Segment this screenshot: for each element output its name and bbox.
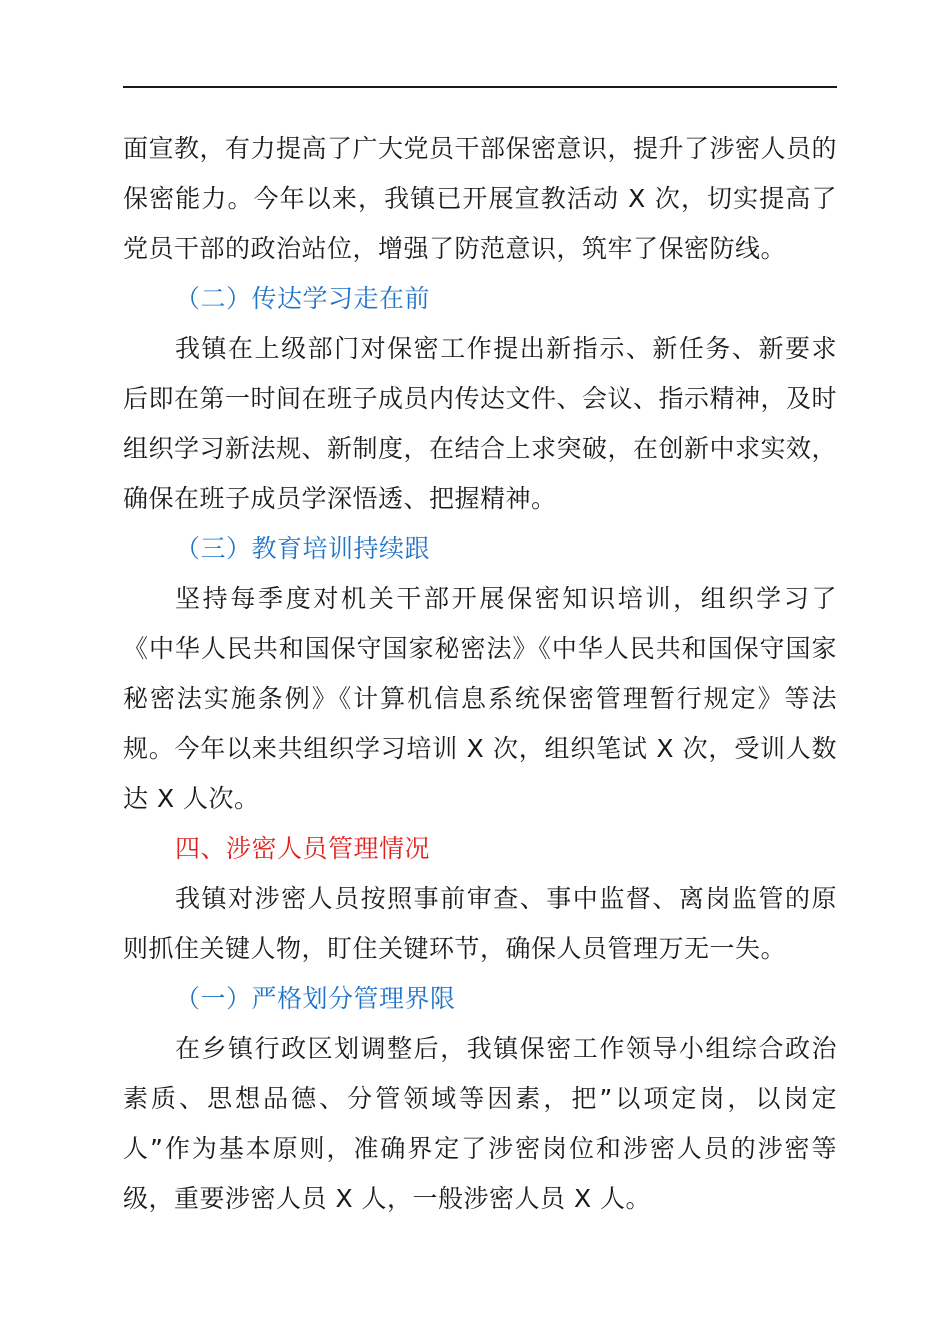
section-heading-personnel-management: 四、涉密人员管理情况: [175, 834, 431, 863]
paragraph-continued-publicity: 面宣教，有力提高了广大党员干部保密意识，提升了涉密人员的保密能力。今年以来，我镇已开展宣教活动 X 次，切实提高了党员干部的政治站位，增强了防范意识，筑牢了保密防线。: [123, 134, 838, 263]
paragraph-personnel-management: 我镇对涉密人员按照事前审查、事中监督、离岗监管的原则抓住关键人物，盯住关键环节，确保人员管理万无一失。: [123, 884, 837, 963]
paragraph-education-training: 坚持每季度对机关干部开展保密知识培训，组织学习了《中华人民共和国保守国家秘密法》《中华人民共和国保守国家秘密法实施条例》《计算机信息系统保密管理暂行规定》等法规。今年以来共组织学习培训 X 次，组织笔试 X 次，受训人数达 X 人次。: [123, 584, 837, 813]
subheading-relay-study: （二）传达学习走在前: [175, 284, 431, 313]
subheading-management-boundaries: （一）严格划分管理界限: [175, 984, 456, 1013]
subheading-education-training: （三）教育培训持续跟: [175, 534, 431, 563]
document-body: [123, 124, 837, 1224]
paragraph-relay-study: 我镇在上级部门对保密工作提出新指示、新任务、新要求后即在第一时间在班子成员内传达文件、会议、指示精神，及时组织学习新法规、新制度，在结合上求突破，在创新中求实效，确保在班子成员学深悟透、把握精神。: [123, 334, 838, 513]
header-rule: [123, 86, 837, 88]
paragraph-management-boundaries: 在乡镇行政区划调整后，我镇保密工作领导小组综合政治素质、思想品德、分管领域等因素，把”以项定岗，以岗定人”作为基本原则，准确界定了涉密岗位和涉密人员的涉密等级，重要涉密人员 X 人，一般涉密人员 X 人。: [123, 1034, 837, 1213]
